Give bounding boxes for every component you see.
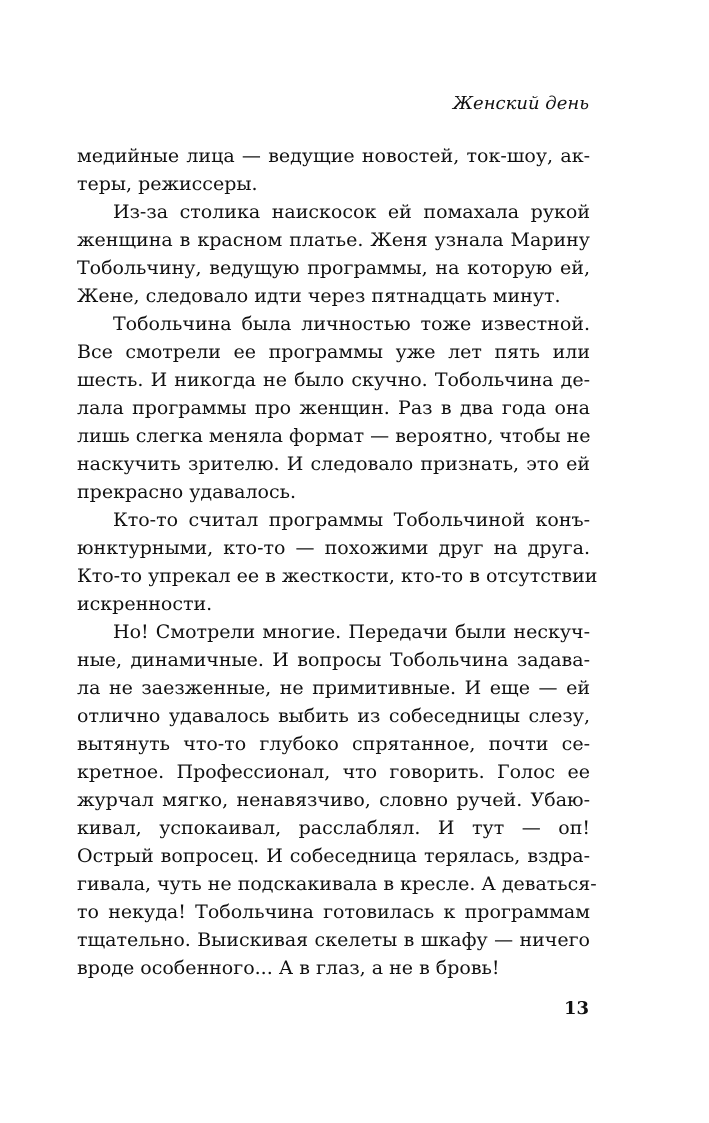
text-line: Кто-то считал программы Тобольчиной конъ-: [113, 509, 590, 531]
text-line: юнктурными, кто-то — похожими друг на друга.: [77, 537, 590, 559]
text-line: Но! Смотрели многие. Передачи были нескуч-: [113, 621, 590, 643]
text-line: журчал мягко, ненавязчиво, словно ручей. Убаю-: [77, 789, 590, 811]
page-number: 13: [563, 998, 589, 1019]
text-line: лишь слегка меняла формат — вероятно, чтобы не: [77, 425, 591, 447]
text-line: отлично удавалось выбить из собеседницы слезу,: [77, 705, 590, 727]
text-line: кивал, успокаивал, расслаблял. И тут — оп!: [77, 817, 590, 839]
text-line: Острый вопросец. И собеседница терялась, вздра-: [77, 845, 590, 867]
text-line: вытянуть что-то глубоко спрятанное, почти се-: [77, 733, 590, 755]
text-line: лала программы про женщин. Раз в два года она: [77, 397, 590, 419]
text-line: Тобольчина была личностью тоже известной.: [113, 313, 590, 335]
text-line: прекрасно удавалось.: [77, 481, 296, 503]
text-line: Жене, следовало идти через пятнадцать минут.: [77, 285, 561, 307]
text-line: то некуда! Тобольчина готовилась к программам: [77, 901, 590, 923]
text-line: ла не заезженные, не примитивные. И еще — ей: [77, 677, 590, 699]
text-line: кретное. Профессионал, что говорить. Голос ее: [77, 761, 590, 783]
text-line: ные, динамичные. И вопросы Тобольчина задава-: [77, 649, 590, 671]
text-line: Из-за столика наискосок ей помахала рукой: [113, 201, 590, 223]
text-line: теры, режиссеры.: [77, 173, 258, 195]
text-line: вроде особенного... А в глаз, а не в бровь!: [77, 957, 500, 979]
text-line: искренности.: [77, 593, 213, 615]
text-line: тщательно. Выискивая скелеты в шкафу — ничего: [77, 929, 590, 951]
text-line: Все смотрели ее программы уже лет пять или: [77, 341, 590, 363]
text-line: наскучить зрителю. И следовало признать, это ей: [77, 453, 590, 475]
text-line: медийные лица — ведущие новостей, ток-шоу, ак-: [77, 145, 590, 167]
text-line: Тобольчину, ведущую программы, на которую ей,: [77, 257, 590, 279]
text-line: шесть. И никогда не было скучно. Тобольчина де-: [77, 369, 590, 391]
running-head: Женский день: [452, 93, 589, 114]
text-line: гивала, чуть не подскакивала в кресле. А деваться-: [77, 873, 597, 895]
text-line: Кто-то упрекал ее в жесткости, кто-то в отсутствии: [77, 565, 598, 587]
text-line: женщина в красном платье. Женя узнала Марину: [77, 229, 590, 251]
body-text: [77, 142, 598, 982]
